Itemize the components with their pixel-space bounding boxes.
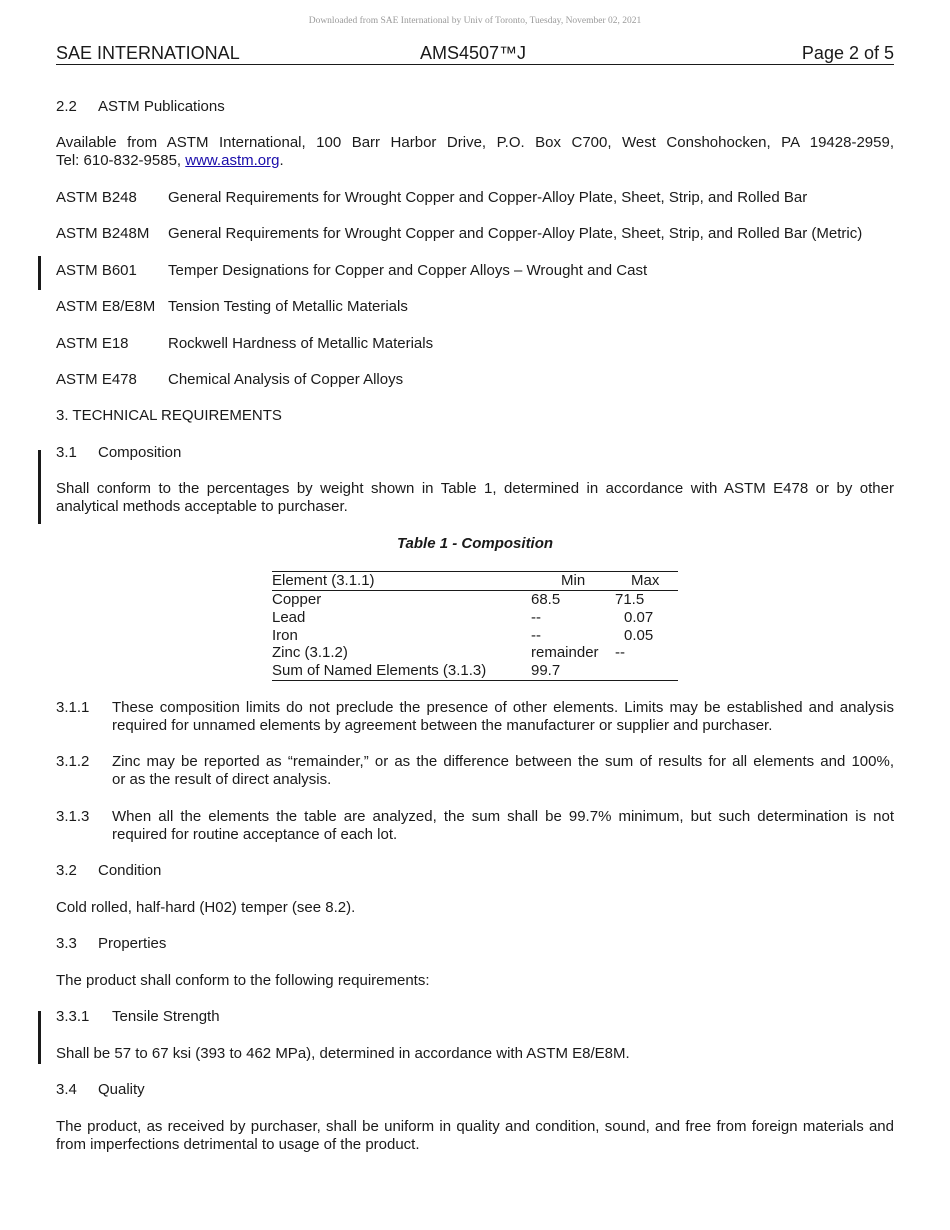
astm-period: .: [279, 152, 284, 169]
reference-title: General Requirements for Wrought Copper and Copper-Alloy Plate, Sheet, Strip, and Rolled Bar (Metric): [168, 225, 863, 242]
table-title: Table 1 - Composition: [396, 535, 554, 552]
note-3-1-1: [56, 699, 894, 735]
section-3-heading: 3. TECHNICAL REQUIREMENTS: [56, 407, 282, 424]
note-text-line1: Zinc may be reported as “remainder,” or as the difference between the sum of results for all elements and 100%,: [112, 753, 894, 770]
composition-table: [272, 571, 678, 681]
table-row: [272, 644, 678, 662]
astm-availability-line1: Available from ASTM International, 100 Barr Harbor Drive, P.O. Box C700, West Conshohocken, PA 19428-2959,: [56, 134, 894, 151]
section-title: Composition: [98, 444, 182, 461]
reference-title: Tension Testing of Metallic Materials: [168, 298, 408, 315]
reference-title: Temper Designations for Copper and Copper Alloys – Wrought and Cast: [168, 262, 648, 279]
section-title: Tensile Strength: [112, 1008, 220, 1025]
reference-code: ASTM E478: [56, 371, 137, 388]
quality-text-line1: The product, as received by purchaser, shall be uniform in quality and condition, sound, and free from foreign materials and: [56, 1118, 894, 1135]
condition-text: Cold rolled, half-hard (H02) temper (see 8.2).: [56, 899, 356, 916]
section-number: 2.2: [56, 98, 77, 115]
reference-code: ASTM B601: [56, 262, 137, 279]
astm-website-link[interactable]: www.astm.org: [185, 152, 280, 169]
table-row: [272, 662, 678, 680]
section-title: Condition: [98, 862, 162, 879]
section-number: 3.2: [56, 862, 77, 879]
composition-text-line1: Shall conform to the percentages by weight shown in Table 1, determined in accordance with ASTM E478 or by other: [56, 480, 894, 497]
cell-element: Copper: [272, 591, 322, 608]
quality-text-line2: from imperfections detrimental to usage of the product.: [56, 1136, 420, 1153]
cell-max: 0.05: [624, 626, 654, 644]
reference-title: Chemical Analysis of Copper Alloys: [168, 371, 404, 388]
reference-item: [56, 371, 894, 389]
header-min: Min: [561, 572, 586, 589]
header-page-number: Page 2 of 5: [801, 43, 894, 63]
table-row: [272, 609, 678, 627]
header-element: Element (3.1.1): [272, 572, 375, 589]
composition-text-line2: analytical methods acceptable to purchaser.: [56, 498, 348, 515]
tensile-text: Shall be 57 to 67 ksi (393 to 462 MPa), determined in accordance with ASTM E8/E8M.: [56, 1045, 630, 1062]
note-text-line2: required for routine acceptance of each lot.: [112, 826, 398, 843]
cell-max: 0.07: [624, 608, 654, 626]
header-organization: SAE INTERNATIONAL: [56, 43, 240, 63]
table-row: [272, 591, 678, 609]
table-header-row: [272, 572, 678, 591]
cell-max: --: [615, 644, 625, 662]
note-text-line1: When all the elements the table are analyzed, the sum shall be 99.7% minimum, but such determination is not: [112, 808, 894, 825]
reference-title: Rockwell Hardness of Metallic Materials: [168, 335, 434, 352]
section-3-4-heading: [56, 1081, 894, 1099]
section-3-3-heading: [56, 935, 894, 953]
section-number: 3.4: [56, 1081, 77, 1098]
section-3-2-heading: [56, 862, 894, 880]
astm-availability-line2: [56, 152, 894, 170]
note-text-line2: required for unnamed elements by agreement between the manufacturer or supplier and purchaser.: [112, 717, 773, 734]
note-number: 3.1.1: [56, 699, 90, 716]
note-text-line1: These composition limits do not preclude the presence of other elements. Limits may be established and analysis: [112, 699, 894, 716]
header-document-number: AMS4507™J: [420, 43, 527, 63]
section-title: Quality: [98, 1081, 145, 1098]
cell-element: Iron: [272, 626, 298, 644]
cell-max: 71.5: [615, 591, 645, 608]
cell-min: --: [531, 608, 541, 626]
cell-element: Lead: [272, 608, 306, 626]
section-3-1-heading: [56, 444, 894, 462]
cell-element: Sum of Named Elements (3.1.3): [272, 662, 487, 680]
reference-code: ASTM B248: [56, 189, 137, 206]
reference-item: [56, 335, 894, 353]
properties-text: The product shall conform to the following requirements:: [56, 972, 430, 989]
revision-bar: [38, 1011, 41, 1064]
reference-code: ASTM E18: [56, 335, 129, 352]
section-number: 3.3: [56, 935, 77, 952]
note-number: 3.1.2: [56, 753, 90, 770]
page-header: [56, 43, 894, 65]
cell-min: 68.5: [531, 591, 561, 608]
note-number: 3.1.3: [56, 808, 90, 825]
revision-bar: [38, 256, 41, 290]
cell-element: Zinc (3.1.2): [272, 644, 348, 662]
section-title: ASTM Publications: [98, 98, 225, 115]
reference-item: [56, 298, 894, 316]
download-watermark: Downloaded from SAE International by Univ of Toronto, Tuesday, November 02, 2021: [308, 16, 642, 26]
reference-item: [56, 225, 894, 243]
reference-code: ASTM E8/E8M: [56, 298, 156, 315]
cell-min: --: [531, 626, 541, 644]
reference-item: [56, 189, 894, 207]
note-3-1-3: [56, 808, 894, 844]
note-3-1-2: [56, 753, 894, 789]
cell-min: 99.7: [531, 662, 561, 680]
note-text-line2: or as the result of direct analysis.: [112, 771, 332, 788]
reference-title: General Requirements for Wrought Copper and Copper-Alloy Plate, Sheet, Strip, and Rolled Bar: [168, 189, 808, 206]
section-2-2-heading: [56, 98, 894, 116]
header-max: Max: [631, 572, 660, 589]
reference-code: ASTM B248M: [56, 225, 150, 242]
table-row: [272, 627, 678, 645]
astm-tel: Tel: 610-832-9585,: [56, 152, 186, 169]
reference-item: [56, 262, 894, 280]
section-number: 3.1: [56, 444, 77, 461]
section-3-3-1-heading: [56, 1008, 894, 1026]
section-number: 3.3.1: [56, 1008, 90, 1025]
revision-bar: [38, 450, 41, 524]
section-title: Properties: [98, 935, 167, 952]
cell-min: remainder: [531, 644, 599, 662]
